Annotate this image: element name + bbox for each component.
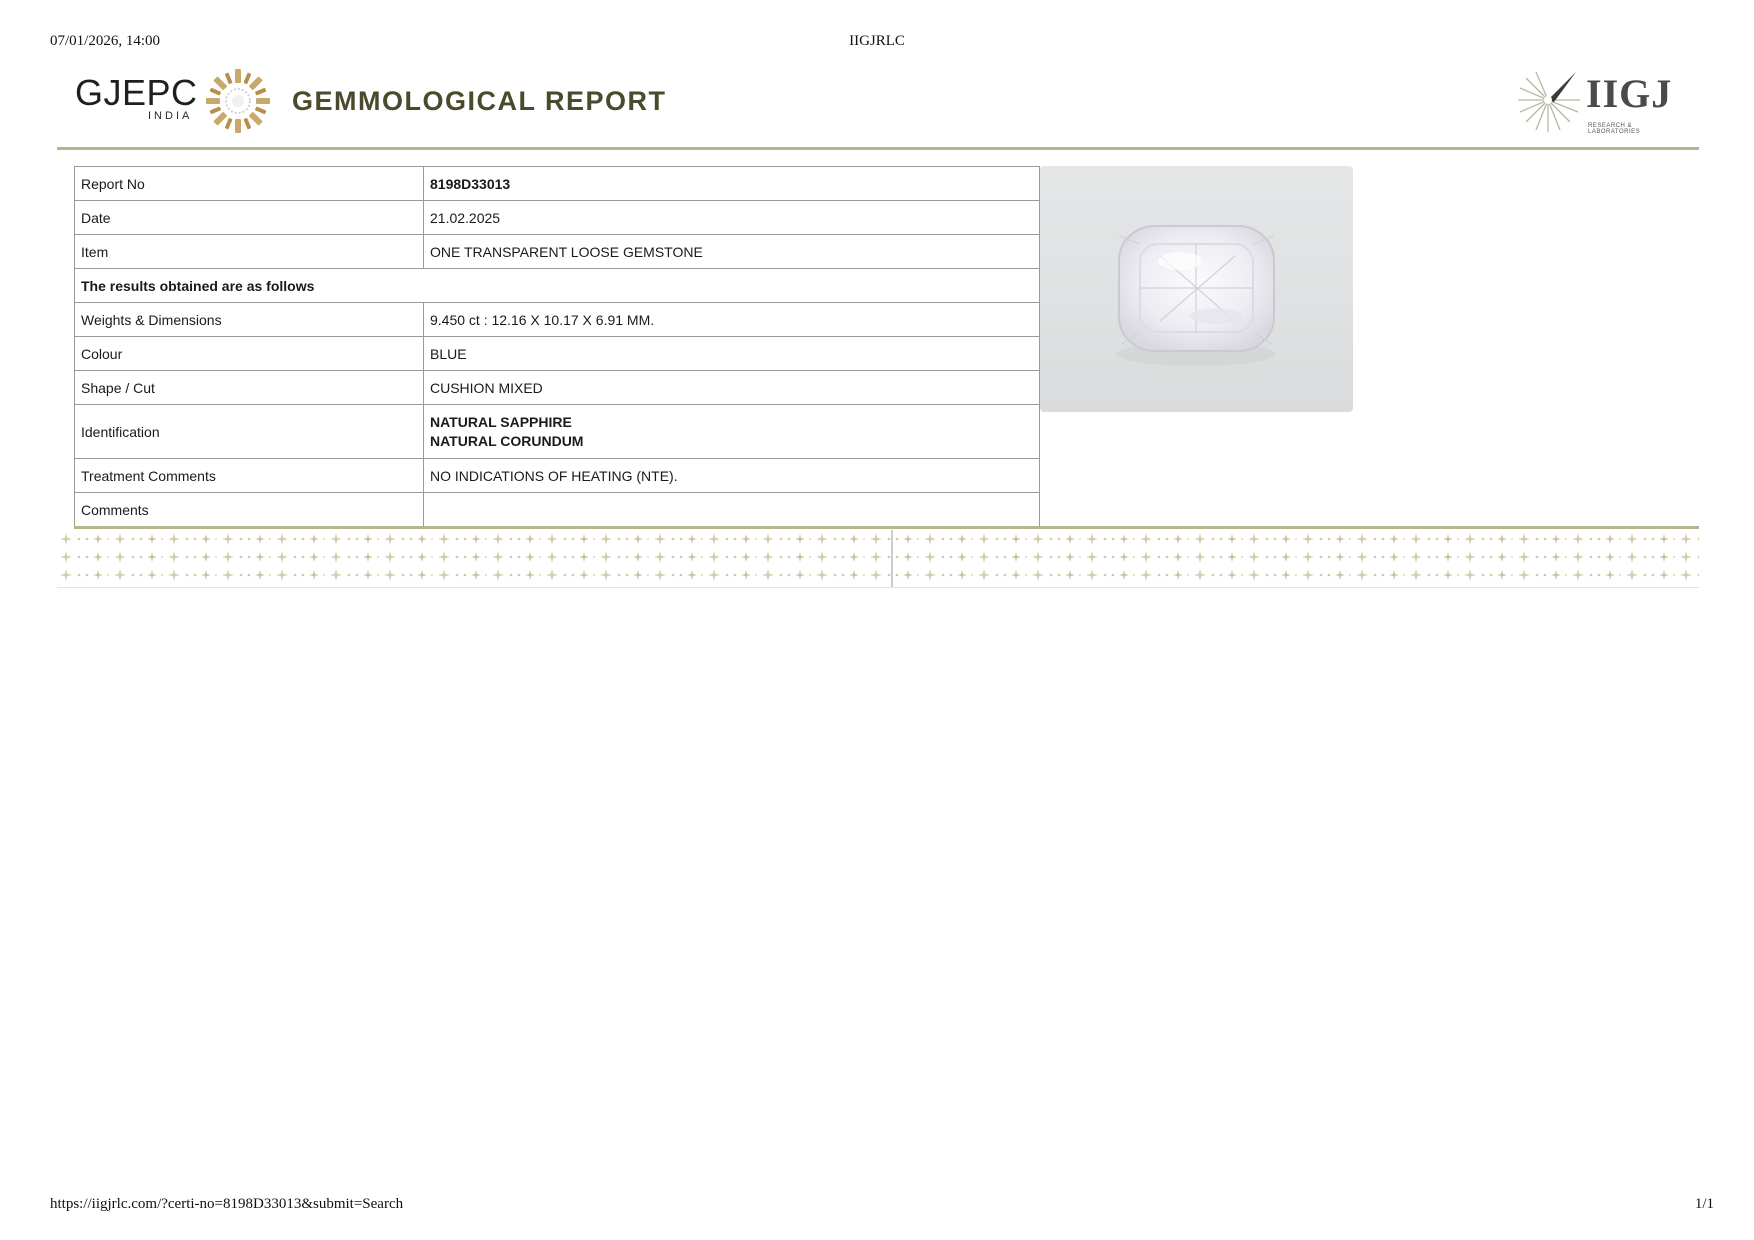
date-label: Date xyxy=(75,201,424,235)
results-heading: The results obtained are as follows xyxy=(75,269,1040,303)
print-url: https://iigjrlc.com/?certi-no=8198D33013&submit=Search xyxy=(50,1196,404,1212)
table-row xyxy=(75,201,1040,235)
colour-label: Colour xyxy=(75,337,424,371)
iigj-logo-name: IIGJ xyxy=(1586,71,1673,116)
table-row xyxy=(75,167,1040,201)
sparkle-pattern xyxy=(57,530,1699,588)
identification-label: Identification xyxy=(75,405,424,459)
colour-value: BLUE xyxy=(424,337,1040,371)
treatment-value: NO INDICATIONS OF HEATING (NTE). xyxy=(424,459,1040,493)
report-no-value: 8198D33013 xyxy=(424,167,1040,201)
sunburst-icon xyxy=(205,68,271,134)
weights-value: 9.450 ct : 12.16 X 10.17 X 6.91 MM. xyxy=(424,303,1040,337)
pattern-top-rule xyxy=(74,526,1699,529)
table-row xyxy=(75,337,1040,371)
pattern-bottom-rule xyxy=(57,587,1699,588)
table-row xyxy=(75,235,1040,269)
comments-value xyxy=(424,493,1040,527)
treatment-label: Treatment Comments xyxy=(75,459,424,493)
gemstone-photo xyxy=(1040,166,1353,412)
table-row xyxy=(75,459,1040,493)
gemstone-icon xyxy=(1040,166,1353,412)
print-title: IIGJRLC xyxy=(849,33,905,49)
gjepc-logo-name: GJEPC xyxy=(75,72,198,113)
identification-line-1: NATURAL SAPPHIRE xyxy=(430,413,572,430)
comments-label: Comments xyxy=(75,493,424,527)
weights-label: Weights & Dimensions xyxy=(75,303,424,337)
table-row xyxy=(75,493,1040,527)
item-value: ONE TRANSPARENT LOOSE GEMSTONE xyxy=(424,235,1040,269)
table-row xyxy=(75,303,1040,337)
identification-line-2: NATURAL CORUNDUM xyxy=(430,432,584,449)
table-row xyxy=(75,405,1040,459)
report-table xyxy=(74,166,1040,527)
iigj-logo-sub: RESEARCH & LABORATORIES xyxy=(1588,123,1641,135)
identification-value xyxy=(424,405,1040,459)
print-page-number: 1/1 xyxy=(1694,1196,1714,1212)
date-value: 21.02.2025 xyxy=(424,201,1040,235)
item-label: Item xyxy=(75,235,424,269)
header-divider xyxy=(57,147,1699,150)
shape-label: Shape / Cut xyxy=(75,371,424,405)
iigj-logo xyxy=(1514,66,1684,141)
starburst-icon xyxy=(1514,66,1584,141)
report-title: GEMMOLOGICAL REPORT xyxy=(292,86,667,116)
print-date: 07/01/2026, 14:00 xyxy=(50,33,161,49)
shape-value: CUSHION MIXED xyxy=(424,371,1040,405)
gjepc-logo-sub: INDIA xyxy=(148,110,193,122)
table-row xyxy=(75,269,1040,303)
table-row xyxy=(75,371,1040,405)
report-no-label: Report No xyxy=(75,167,424,201)
